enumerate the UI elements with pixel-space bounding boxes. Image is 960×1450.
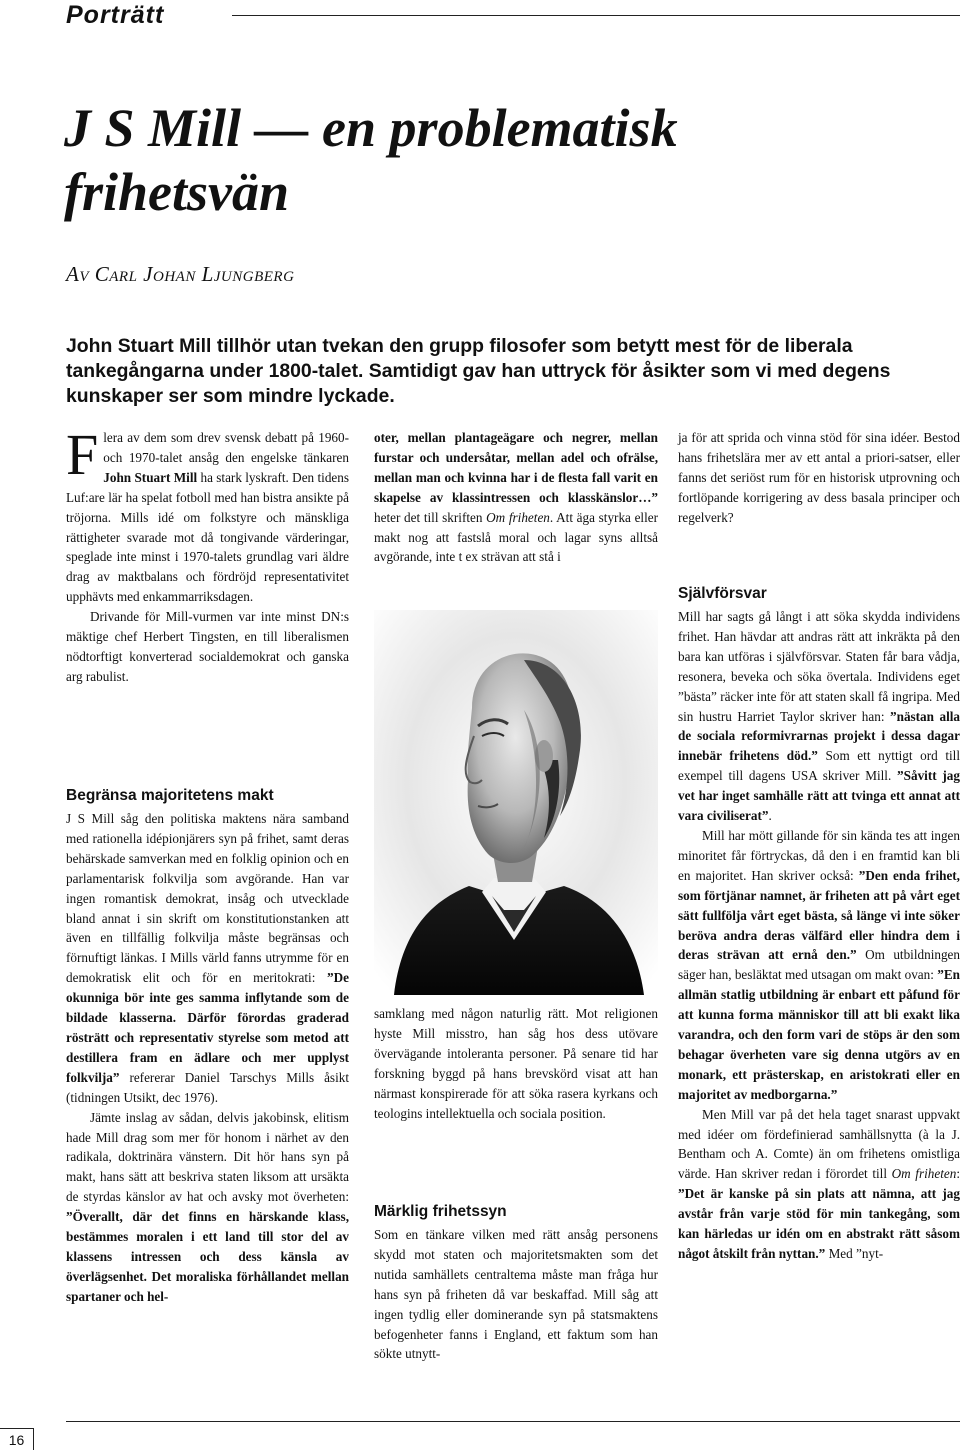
paragraph: Som en tänkare vilken med rätt ansåg personens skydd mot staten och majoritetsmakten som det nutida samhällets centraltema måste man fråga hur hans syn på friheten då var beskaffad. Mill såg att ingen tydlig eller dominerande syn på statsmaktens befogenheter fanns i England, ett faktum som han sökte utnytt- <box>374 1227 658 1362</box>
paragraph: Mill har sagts gå långt i att söka skydda individens frihet. Han hävdar att andras rätt att inkräkta på den bara kan utföras i självförsvar. Staten får bara vådja, resonera, beveka och söka övertala. Individens eget ”bästa” räcker inte för att staten skall få ingripa. Med sin hustru Harriet Taylor skriver han: ”nästan alla de sociala reformivrarnas projekt i dessa dagar innebär frihetens död.” Som ett nyttigt ord till exempel till dagens USA skriver Mill. ”Såvitt jag vet har inget samhälle rätt att tvinga ett annat att vara civiliserat”. <box>678 609 960 824</box>
paragraph: oter, mellan plantageägare och negrer, mellan furstar och undersåtar, mellan adel och ofrälse, mellan man och kvinna har i de flesta fall varit en skapelse av klassintressen och klasskänslor…” heter det till skriften Om friheten. Att äga styrka eller makt nog att fastslå moral och lagar syns alltså avgörande, inte t ex strävan att stå i <box>374 430 658 565</box>
quote: oter, mellan plantageägare och negrer, mellan furstar och undersåtar, mellan adel och ofrälse, mellan man och kvinna har i de flesta fall varit en skapelse av klassintressen och klasskänslor…” <box>374 430 658 505</box>
paragraph: Men Mill var på det hela taget snarast uppvakt med idéer om fördefinierad samhällsnytta (à la J. Bentham och A. Comte) än om frihetens omistliga värde. Han skriver redan i förordet till Om friheten: ”Det är kanske på sin plats att nämna, att jag avstår från varje stöd för min tankegång, som kan härledas ur idén om en abstrakt rätt såsom något åtskilt från nyttan.” Med ”nyt- <box>678 1106 960 1261</box>
paragraph: ja för att sprida och vinna stöd för sina idéer. Bestod hans frihetslära mer av ett antal a priori-satser, eller fanns det seriöst rum för en historisk utprovning och fortlöpande korrigering av dess basala principer och regelverk? <box>678 430 960 525</box>
paragraph: Drivande för Mill-vurmen var inte minst DN:s mäktige chef Herbert Tingsten, en till liberalismen nödtorftigt konverterad socialdemokrat och ganska arg rabulist. <box>66 609 349 684</box>
quote: ”En allmän statlig utbildning är enbart ett påfund för att kunna forma människor till att bli exakt lika varandra, och den form vari de stöps är den som behagar överheten vare sig denna utgörs av en monark, ett prästerskap, en aristokrati eller en majoritet av medborgarna.” <box>678 967 960 1102</box>
section-rule <box>232 15 960 16</box>
subheading-freedom: Märklig frihetssyn <box>374 1203 507 1220</box>
portrait-illustration <box>374 610 658 995</box>
subheading-majority: Begränsa majoritetens makt <box>66 787 274 804</box>
intro-paragraph: Flera av dem som drev svensk debatt på 1960- och 1970-talet ansåg den engelske tänkaren John Stuart Mill ha stark lyskraft. Den tidens Luf:are lär ha spelat fotboll med han bistra ansikte på tröjorna. Mills idé om folkstyre och mänskliga rättigheter svarade mot då tongivande värderingar, speglade inte minst i 1970-talets grundlag vari äldre drag av maktbalans och fördröjd representativitet upphävts med enkammarriksdagen. <box>66 422 349 605</box>
column-3-section <box>678 584 960 1264</box>
lead-paragraph: John Stuart Mill tillhör utan tvekan den grupp filosofer som betytt mest för de liberala tankegångarna under 1800-talet. Samtidigt gav han uttryck för åsikter som vi med degens kunskaper ser som mindre lyckade. <box>66 335 891 407</box>
column-2-section <box>374 1202 658 1364</box>
article-title <box>64 96 924 224</box>
quote: ”Den enda frihet, som förtjänar namnet, är friheten att på vårt eget sätt fullfölja vårt eget bästa, så länge vi inte söker beröva andra deras välfärd eller hindra dem i deras strävan att ernå den.” <box>678 867 960 963</box>
paragraph: Mill har mött gillande för sin kända tes att ingen minoritet får förtryckas, då den i en framtid kan bli en majoritet. Han skriver också: ”Den enda frihet, som förtjänar namnet, är friheten att på vårt eget sätt fullfölja vårt eget bästa, så länge vi inte söker beröva andra deras välfärd eller hindra dem i deras strävan att ernå den.” Om utbildningen säger han, besläktat med utsagan om makt ovan: ”En allmän statlig utbildning är enbart ett påfund för att kunna forma människor till att bli exakt lika varandra, och den form vari de stöps är den som behagar överheten vare sig denna utgörs av en monark, ett prästerskap, en aristokrati eller en majoritet av medborgarna.” <box>678 827 960 1102</box>
page-number: 16 <box>0 1428 34 1450</box>
column-1-intro <box>66 422 349 687</box>
column-2-top <box>374 428 658 567</box>
quote: ”De okunniga bör inte ges samma inflytande som de bildade klasserna. Därför förordas graderad rösträtt och representativ styrelse som metod att destillera fram en ädlare och mer upplyst folkvilja” <box>66 970 349 1085</box>
title-line-1: J S Mill — en problematisk <box>64 98 678 158</box>
column-1-section <box>66 786 349 1307</box>
subheading-selfdefense: Självförsvar <box>678 585 767 602</box>
quote: ”Överallt, där det finns en härskande klass, bestämmes moralen i ett land till stor del av klassens intressen och dess känsla av överlägsenhet. Det moraliska förhållandet mellan spartaner och hel- <box>66 1209 349 1304</box>
byline: Av Carl Johan Ljungberg <box>66 262 295 286</box>
quote: ”Såvitt jag vet har inget samhälle rätt att tvinga ett annat att vara civiliserat” <box>678 768 960 824</box>
paragraph: samklang med någon naturlig rätt. Mot religionen hyste Mill misstro, han såg hos dess utövare övervägande intoleranta personer. På senare tid har forskning byggd på hans brevskörd visat att han närmast konspirerade för att söka rasera kyrkans och teologins intellektuella och sociala position. <box>374 1006 658 1121</box>
person-name: John Stuart Mill <box>103 469 198 485</box>
drop-cap: F <box>66 422 99 487</box>
paragraph: Jämte inslag av sådan, delvis jakobinsk, elitism hade Mill drag som mer för honom i närhet av den radikala, doktrinära vänstern. Dit hör hans syn på makt, hans sätt att beskriva staten liksom att ursäkta de styrdas känslor av hat och avsky mot överheten: ”Överallt, där det finns en härskande klass, bestämmes moralen i ett land till stor del av klassens intressen och dess känsla av överlägsenhet. Det moraliska förhållandet mellan spartaner och hel- <box>66 1109 349 1304</box>
title-line-2: frihetsvän <box>64 162 290 222</box>
quote: ”nästan alla de sociala reformivrarnas projekt i dessa dagar innebär frihetens död.” <box>678 708 960 764</box>
quote: ”Det är kanske på sin plats att nämna, att jag avstår från varje stöd för min tankegång, som kan härledas ur idén om en abstrakt rätt såsom något åtskilt från nyttan.” <box>678 1186 960 1261</box>
work-title: Om friheten <box>486 509 550 525</box>
section-header <box>66 0 960 34</box>
column-3-top <box>678 428 960 528</box>
portrait-engraving <box>374 610 658 995</box>
column-2-middle <box>374 1004 658 1123</box>
footer-rule <box>66 1421 960 1422</box>
work-title: Om friheten <box>891 1166 957 1182</box>
section-label: Porträtt <box>66 1 165 29</box>
paragraph: J S Mill såg den politiska maktens nära samband med rationella idépionjärers syn på frihet, samt deras behärskade samverkan med en folklig opinion och en parlamentarisk folkvilja som avgörande. Han var ingen romantisk demokrat, insåg och utvecklade bland annat i sin skrift om konstitutionstanken att även en tillfällig folkvilja måste begränsas och förnuftigt länkas. I Mills värld fanns utrymme för en demokratisk elit och för en meritokrati: ”De okunniga bör inte ges samma inflytande som de bildade klasserna. Därför förordas graderad rösträtt och representativ styrelse som metod att destillera fram en ädlare och mer upplyst folkvilja” refererar Daniel Tarschys Mills åsikt (tidningen Utsikt, dec 1976). <box>66 811 349 1105</box>
